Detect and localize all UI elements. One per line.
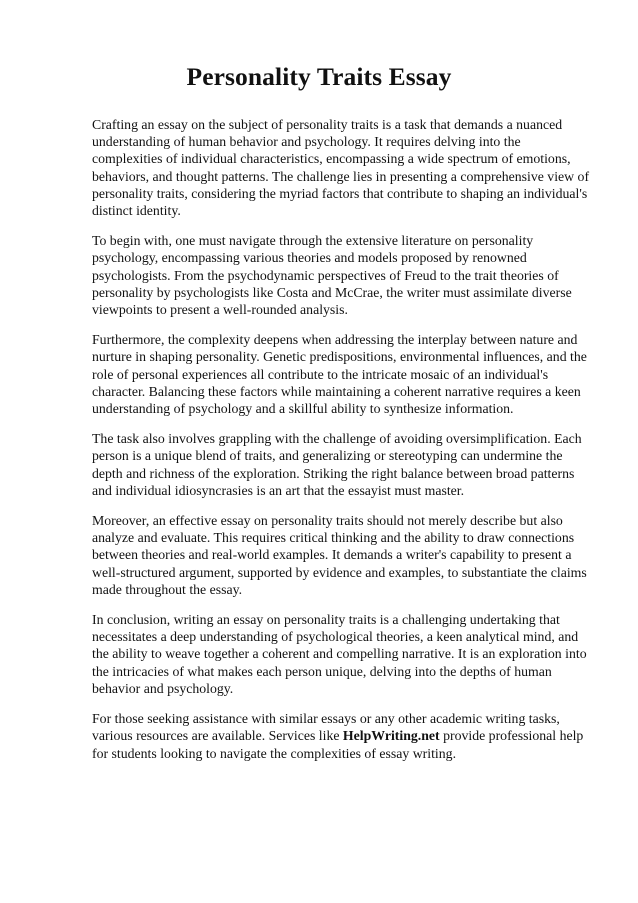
paragraph-analysis: Moreover, an effective essay on personality traits should not merely describe but also analyze and evaluate. This requires critical thinking and the ability to draw connections between theories and real-world examples. It demands a writer's capability to present a well-structured argument, supported by evidence and examples, to substantiate the claims made throughout the essay. bbox=[92, 513, 587, 597]
paragraph-conclusion: In conclusion, writing an essay on personality traits is a challenging undertaking that necessitates a deep understanding of psychological theories, a keen analytical mind, and the ability to weave together a coherent and compelling narrative. It is an exploration into the intricacies of what makes each person unique, delving into the depths of human behavior and psychology. bbox=[92, 612, 587, 696]
closing-text-before: For those seeking assistance with similar essays or any other academic writing tasks, various resources are available. Services like bbox=[92, 711, 560, 744]
paragraph-nature-nurture: Furthermore, the complexity deepens when addressing the interplay between nature and nurture in shaping personality. Genetic predispositions, environmental influences, and the role of personal experiences all contribute to the intricate mosaic of an individual's character. Balancing these factors while maintaining a coherent narrative requires a keen understanding of psychology and a skillful ability to synthesize information. bbox=[92, 332, 587, 417]
document-title: Personality Traits Essay bbox=[186, 62, 452, 91]
paragraph-intro: Crafting an essay on the subject of personality traits is a task that demands a nuanced understanding of human behavior and psychology. It requires delving into the complexities of individual characteristics, encompassing a wide spectrum of emotions, behaviors, and thought patterns. The challenge lies in presenting a comprehensive view of personality traits, considering the myriad factors that contribute to shaping an individual's distinct identity. bbox=[92, 117, 590, 219]
closing-text-after: provide professional help for students looking to navigate the complexities of essay writing. bbox=[92, 728, 584, 761]
paragraph-literature: To begin with, one must navigate through the extensive literature on personality psychology, encompassing various theories and models proposed by renowned psychologists. From the psychodynamic perspectives of Freud to the trait theories of personality by psychologists like Costa and McCrae, the writer must assimilate diverse viewpoints to present a well-rounded analysis. bbox=[92, 233, 572, 318]
paragraph-closing bbox=[92, 710, 594, 762]
helpwriting-link[interactable]: HelpWriting.net bbox=[342, 728, 440, 744]
paragraph-oversimplification: The task also involves grappling with the challenge of avoiding oversimplification. Each person is a unique blend of traits, and generalizing or stereotyping can undermine the depth and richness of the exploration. Striking the right balance between broad patterns and individual idiosyncrasies is an art that the essayist must master. bbox=[92, 431, 582, 498]
